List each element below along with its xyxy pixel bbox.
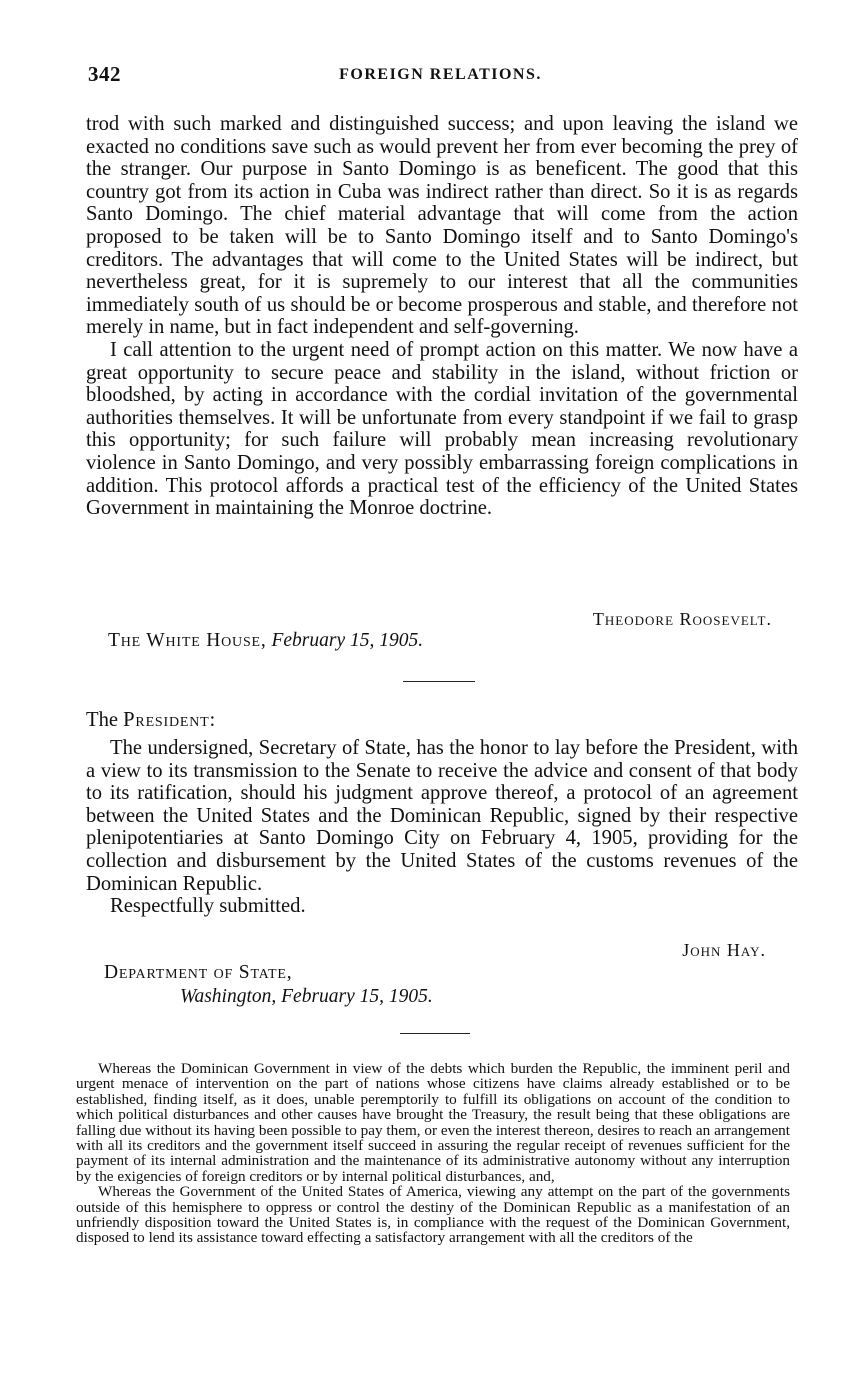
salutation-name: President <box>123 709 210 731</box>
protocol-paragraph-2: Whereas the Government of the United States of America, viewing any attempt on the part of the governments outside of this hemisphere to oppress or control the destiny of the Dominican Republic as a manifestation of an unfriendly disposition toward the United States is, in compliance with the request of the Dominican Government, disposed to lend its assistance toward effecting a satisfactory arrangement with all the creditors of the <box>76 1183 790 1247</box>
presidential-message <box>86 113 798 520</box>
department-name: Department of State, <box>104 962 293 983</box>
hay-signature: John Hay. <box>682 940 766 960</box>
secretary-report <box>86 737 798 918</box>
message-paragraph-1: trod with such marked and distinguished success; and upon leaving the island we exacted no conditions save such as would prevent her from ever becoming the prey of the stranger. Our purpose in Santo Domingo is as beneficent. The good that this country got from its action in Cuba was indirect rather than direct. So it is as regards Santo Domingo. The chief material advantage that will come from the action proposed to be taken will be to Santo Domingo itself and to Santo Domingo's creditors. The advantages that will come to the United States will be indirect, but nevertheless great, for it is supremely to our interest that all the communities immediately south of us should be or become prosperous and stable, and therefore not merely in name, but in fact independent and self-governing. <box>86 113 798 339</box>
report-body: The undersigned, Secretary of State, has the honor to lay before the President, with a view to its transmission to the Senate to receive the advice and consent of that body to its ratification, should his judgment approve thereof, a protocol of an agreement between the United States and the Dominican Republic, signed by their respective plenipotentiaries at Santo Domingo City on February 4, 1905, providing for the collection and disbursement by the United States of the customs revenues of the Dominican Republic. <box>86 737 798 895</box>
washington-place-date: Washington, February 15, 1905. <box>180 986 433 1007</box>
roosevelt-signature: Theodore Roosevelt. <box>592 609 772 629</box>
white-house-dateline <box>108 630 820 652</box>
dateline-date: February 15, 1905. <box>271 630 424 651</box>
section-divider-2 <box>400 1033 470 1034</box>
message-paragraph-2: I call attention to the urgent need of prompt action on this matter. We now have a great opportunity to secure peace and stability in the island, without friction or bloodshed, by acting in accordance with the cordial invitation of the governmental authorities themselves. It will be unfortunate from every standpoint if we fail to grasp this opportunity; for such failure will probably mean increasing revolutionary violence in Santo Domingo, and very possibly embarrassing foreign complications in addition. This protocol affords a practical test of the efficiency of the United States Government in maintaining the Monroe doctrine. <box>86 338 798 520</box>
running-title: FOREIGN RELATIONS. <box>339 66 542 83</box>
salutation <box>86 709 798 732</box>
department-line <box>104 962 816 984</box>
page-number: 342 <box>88 62 121 86</box>
protocol-paragraph-1: Whereas the Dominican Government in view of the debts which burden the Republic, the imminent peril and urgent menace of intervention on the part of nations whose citizens have claims already established or to be established, finding itself, as it does, unable peremptorily to fulfill its obligations on account of the condition to which political disturbances and other causes have brought the Treasury, the result being that these obligations are falling due without its having been possible to pay them, or even the interest thereon, desires to reach an arrangement with all its creditors and the government itself succeed in assuring the regular receipt of revenues sufficient for the payment of its internal administration and the maintenance of its administrative autonomy without any interruption by the exigencies of foreign creditors or by internal political disturbances, and, <box>76 1060 790 1185</box>
washington-dateline <box>180 986 861 1008</box>
dateline-place: The White House, <box>108 630 267 651</box>
report-closing: Respectfully submitted. <box>110 895 306 918</box>
section-divider <box>403 681 475 682</box>
salutation-suffix: : <box>209 709 216 731</box>
protocol-text <box>76 1061 790 1246</box>
salutation-prefix: The <box>86 709 124 731</box>
